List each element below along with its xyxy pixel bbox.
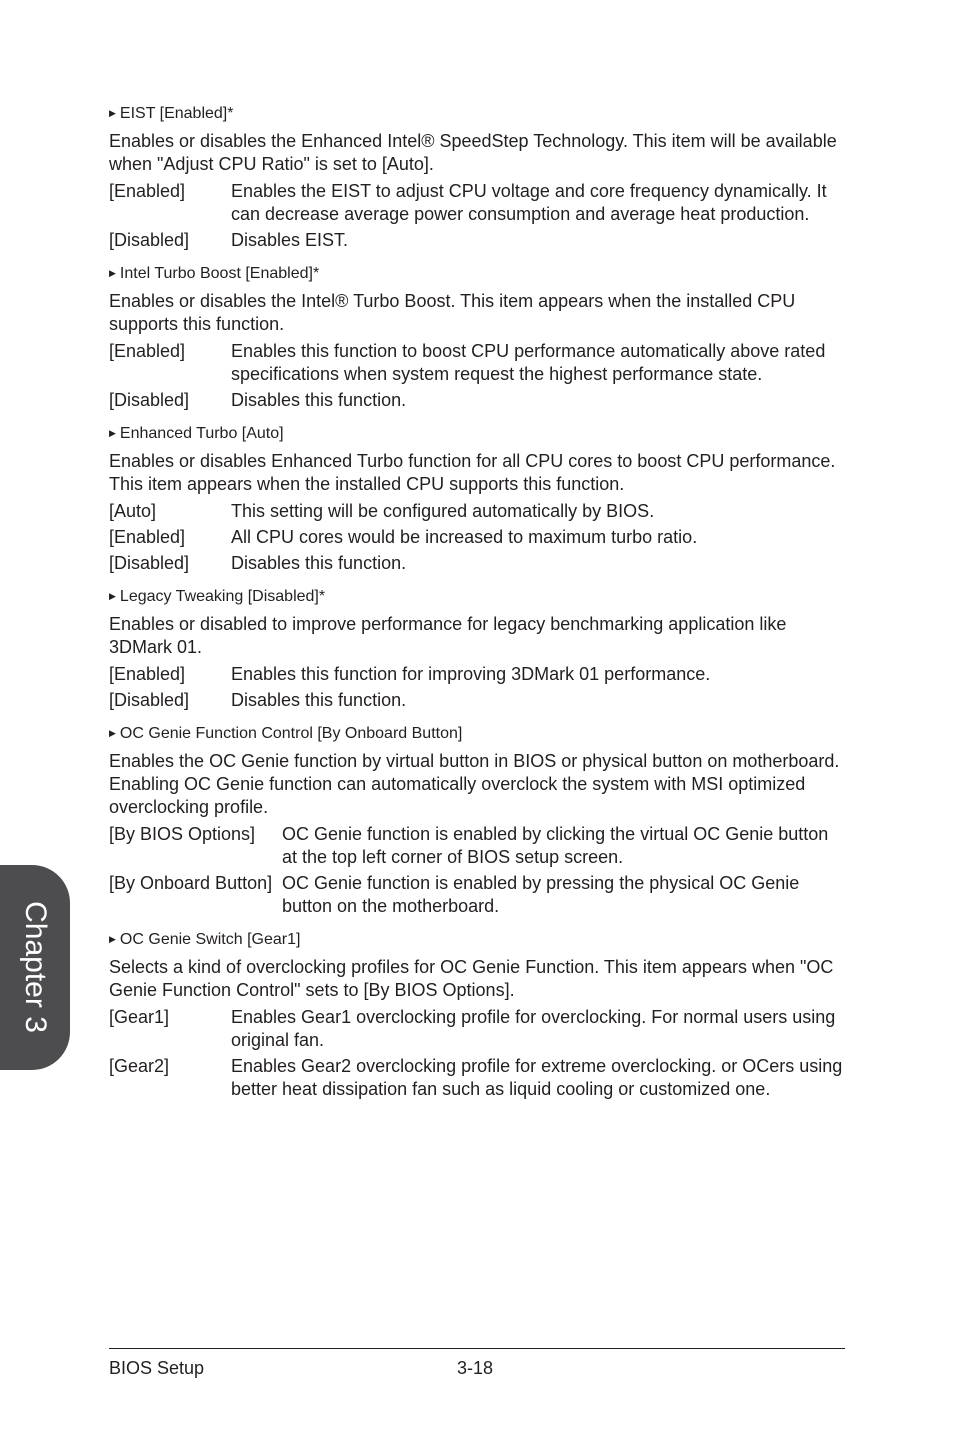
option-key: [Disabled] — [109, 690, 190, 710]
section-description: Enables or disables the Enhanced Intel® SpeedStep Technology. This item will be available when "Adjust CPU Ratio" is set to [Auto]. — [109, 131, 837, 174]
option-key: [By Onboard Button] — [109, 873, 273, 893]
option-key: [Disabled] — [109, 230, 190, 250]
option-row — [109, 872, 845, 918]
option-value: Enables Gear1 overclocking profile for overclocking. For normal users using original fan. — [231, 1007, 836, 1050]
section-title: OC Genie Function Control [By Onboard Button] — [119, 725, 463, 742]
section-oc-genie-function-control — [109, 724, 845, 918]
option-value: All CPU cores would be increased to maximum turbo ratio. — [231, 527, 698, 547]
triangle-bullet-icon: ▶ — [109, 428, 116, 438]
option-row — [109, 552, 845, 575]
option-value: Disables this function. — [231, 690, 407, 710]
option-key: [Auto] — [109, 501, 157, 521]
section-title: Intel Turbo Boost [Enabled]* — [119, 265, 320, 282]
option-row — [109, 1055, 845, 1101]
option-value: Enables the EIST to adjust CPU voltage and core frequency dynamically. It can decrease average power consumption and average heat production. — [231, 181, 827, 224]
option-row — [109, 526, 845, 549]
option-key: [Enabled] — [109, 664, 186, 684]
triangle-bullet-icon: ▶ — [109, 728, 116, 738]
section-intel-turbo-boost — [109, 264, 845, 412]
triangle-bullet-icon: ▶ — [109, 108, 116, 118]
option-row — [109, 689, 845, 712]
option-row — [109, 823, 845, 869]
section-title: Enhanced Turbo [Auto] — [119, 425, 284, 442]
chapter-tab-label: Chapter 3 — [19, 901, 52, 1033]
section-heading — [109, 930, 845, 950]
section-heading — [109, 104, 845, 124]
option-value: Disables this function. — [231, 553, 407, 573]
option-row — [109, 180, 845, 226]
option-row — [109, 663, 845, 686]
option-row — [109, 500, 845, 523]
option-value: OC Genie function is enabled by pressing the physical OC Genie button on the motherboard. — [282, 873, 800, 916]
section-description: Enables or disabled to improve performance for legacy benchmarking application like 3DMark 01. — [109, 614, 787, 657]
option-row — [109, 389, 845, 412]
option-key: [Enabled] — [109, 527, 186, 547]
section-title: EIST [Enabled]* — [119, 105, 234, 122]
section-heading — [109, 587, 845, 607]
section-title: Legacy Tweaking [Disabled]* — [119, 588, 326, 605]
chapter-tab — [0, 865, 70, 1070]
section-oc-genie-switch — [109, 930, 845, 1101]
option-row — [109, 340, 845, 386]
section-description: Enables or disables Enhanced Turbo function for all CPU cores to boost CPU performance. This item appears when the installed CPU supports this function. — [109, 451, 836, 494]
section-eist — [109, 104, 845, 252]
section-legacy-tweaking — [109, 587, 845, 712]
footer-section-title: BIOS Setup — [109, 1358, 205, 1378]
section-description: Enables the OC Genie function by virtual button in BIOS or physical button on motherboard. Enabling OC Genie function can automatically overclock the system with MSI optimized overclocking profile. — [109, 751, 840, 817]
option-key: [Enabled] — [109, 341, 186, 361]
triangle-bullet-icon: ▶ — [109, 591, 116, 601]
option-value: This setting will be configured automatically by BIOS. — [231, 501, 655, 521]
section-heading — [109, 264, 845, 284]
option-key: [Enabled] — [109, 181, 186, 201]
option-key: [Gear1] — [109, 1007, 170, 1027]
option-row — [109, 229, 845, 252]
triangle-bullet-icon: ▶ — [109, 268, 116, 278]
option-value: Disables EIST. — [231, 230, 349, 250]
triangle-bullet-icon: ▶ — [109, 934, 116, 944]
section-description: Enables or disables the Intel® Turbo Boost. This item appears when the installed CPU supports this function. — [109, 291, 796, 334]
option-value: OC Genie function is enabled by clicking the virtual OC Genie button at the top left corner of BIOS setup screen. — [282, 824, 829, 867]
option-key: [By BIOS Options] — [109, 824, 256, 844]
option-row — [109, 1006, 845, 1052]
option-key: [Disabled] — [109, 390, 190, 410]
section-description: Selects a kind of overclocking profiles for OC Genie Function. This item appears when "OC Genie Function Control" sets to [By BIOS Options]. — [109, 957, 834, 1000]
option-value: Enables this function for improving 3DMark 01 performance. — [231, 664, 711, 684]
page-content — [109, 104, 845, 1104]
section-heading — [109, 724, 845, 744]
section-heading — [109, 424, 845, 444]
section-title: OC Genie Switch [Gear1] — [119, 931, 301, 948]
footer-divider — [109, 1348, 845, 1349]
option-value: Disables this function. — [231, 390, 407, 410]
option-key: [Gear2] — [109, 1056, 170, 1076]
footer-page-number: 3-18 — [457, 1358, 494, 1378]
option-value: Enables Gear2 overclocking profile for extreme overclocking. or OCers using better heat dissipation fan such as liquid cooling or customized one. — [231, 1056, 843, 1099]
option-value: Enables this function to boost CPU performance automatically above rated specifications when system request the highest performance state. — [231, 341, 826, 384]
option-key: [Disabled] — [109, 553, 190, 573]
section-enhanced-turbo — [109, 424, 845, 575]
